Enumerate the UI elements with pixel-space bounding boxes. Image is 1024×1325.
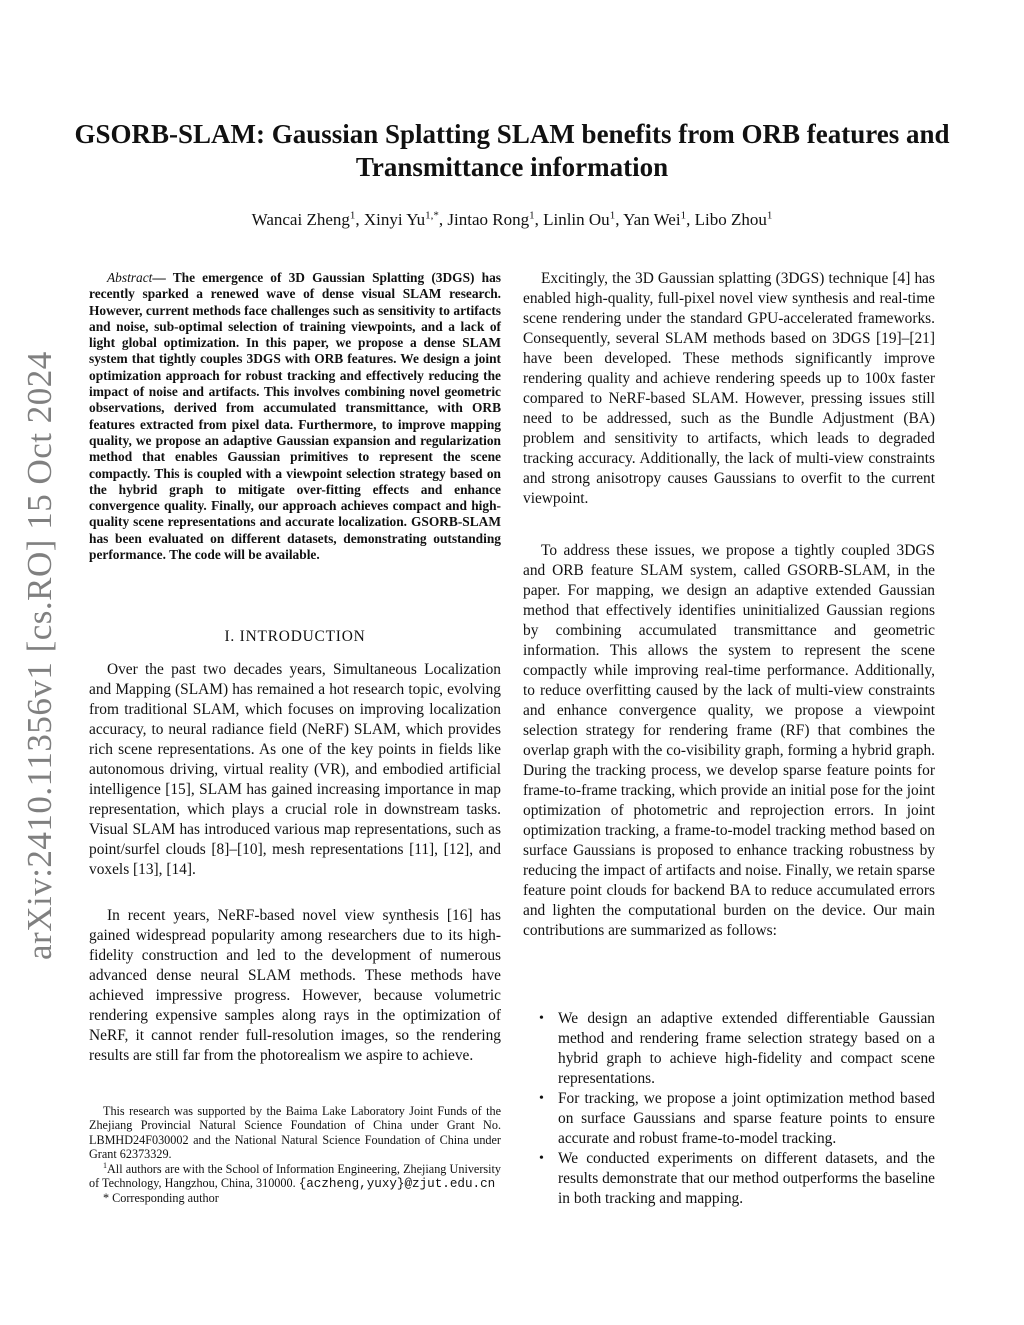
author: Wancai Zheng$^1$ [251, 209, 356, 229]
body-paragraph: To address these issues, we propose a tightly coupled 3DGS and ORB feature SLAM system, called GSORB-SLAM, in the paper. For mapping, we design an adaptive extended Gaussian method that effectively identifies uninitialized Gaussian regions by combining accumulated transmittance and geometric information. This allows the system to represent the scene compactly while improving real-time performance. Additionally, to reduce overfitting caused by the lack of multi-view constraints and enhance convergence quality, we propose a viewpoint selection strategy for rendering frame (RF) that combines the overlap graph with the co-visibility graph, forming a hybrid graph. During the tracking process, we develop sparse feature points for frame-to-frame tracking, which provide an initial pose for the joint optimization of photometric and reprojection errors. In joint optimization tracking, a frame-to-model tracking method based on surface Gaussians is proposed to enhance tracking robustness by reducing the impact of artifacts and noise. Finally, we retain sparse feature point clouds for backend BA to reduce accumulated errors and lighten the computational burden on the device. Our main contributions are summarized as follows: [523, 542, 935, 939]
footnotes [89, 1104, 501, 1206]
author: Jintao Rong$^1$ [447, 209, 535, 229]
bullet-icon: • [539, 1091, 544, 1106]
abstract-label: Abstract [107, 270, 153, 285]
author: Libo Zhou$^1$ [694, 209, 773, 229]
body-paragraph: Excitingly, the 3D Gaussian splatting (3DGS) technique [4] has enabled high-quality, full-pixel novel view synthesis and real-time scene rendering under the standard GPU-accelerated frameworks. Consequently, several SLAM methods based on 3DGS [19]–[21] have been developed. These methods significantly improve rendering quality and achieve rendering speeds up to 100x faster compared to NeRF-based SLAM. However, pressing issues still need to be addressed, such as the Bundle Adjustment (BA) problem and sensitivity to artifacts, which leads to degraded tracking accuracy. Additionally, the lack of multi-view constraints and strong anisotropy causes Gaussians to overfit to the current viewpoint. [523, 270, 935, 507]
author: Xinyi $Yu^{1,*}$ [363, 209, 439, 229]
funding-footnote: This research was supported by the Baima Lake Laboratory Joint Funds of the Zhejiang Provincial Natural Science Foundation of China under Grant No. LBMHD24F030002 and the National Natural Science Foundation of China under Grant 62373329. [89, 1104, 501, 1162]
intro-paragraph: Over the past two decades years, Simultaneous Localization and Mapping (SLAM) has remained a hot research topic, evolving from traditional SLAM, which focuses on improving localization accuracy, to neural radiance field (NeRF) SLAM, which provides rich scene representations. As one of the key points in fields like autonomous driving, virtual reality (VR), and embodied artificial intelligence [15], SLAM has gained increasing importance in map representation, which plays a crucial role in downstream tasks. Visual SLAM has introduced various map representations, such as point/surfel clouds [8]–[10], mesh representations [11], [12], and voxels [13], [14]. [89, 661, 501, 878]
abstract-dash: — [152, 270, 173, 285]
abstract-text: The emergence of 3D Gaussian Splatting (3DGS) has recently sparked a renewed wave of dense visual SLAM research. However, current methods face challenges such as sensitivity to artifacts and noise, sub-optimal selection of training viewpoints, and a lack of light global optimization. In this paper, we propose a dense SLAM system that tightly couples 3DGS with ORB features. We design a joint optimization approach for robust tracking and effectively reducing the impact of noise and artifacts. This involves combining novel geometric observations, derived from accumulated transmittance, with ORB features extracted from pixel data. Furthermore, to improve mapping quality, we propose an adaptive Gaussian expansion and regularization method that enables Gaussian primitives to represent the scene compactly. This is coupled with a viewpoint selection strategy based on the hybrid graph to mitigate over-fitting effects and enhance convergence quality. Finally, our approach achieves compact and high-quality scene representations and accurate localization. GSORB-SLAM has been evaluated on different datasets, demonstrating outstanding performance. The code will be available. [89, 270, 502, 563]
bullet-icon: • [539, 1151, 544, 1166]
corresponding-author-footnote: * Corresponding author [103, 1191, 219, 1206]
section-heading-introduction: I. INTRODUCTION [224, 628, 366, 645]
contributions-list [523, 1009, 935, 1209]
list-item: • We conducted experiments on different datasets, and the results demonstrate that our method outperforms the baseline in both tracking and mapping. [539, 1150, 935, 1207]
list-item: • We design an adaptive extended differentiable Gaussian method and rendering frame selection strategy based on a hybrid graph to achieve high-fidelity and compact scene representations. [539, 1010, 935, 1087]
affiliation-footnote: $^1$All authors are with the School of Information Engineering, Zhejiang University of Technology, Hangzhou, China, 310000. {aczheng,yuxy}@zjut.edu.cn [89, 1160, 501, 1192]
intro-paragraph: In recent years, NeRF-based novel view synthesis [16] has gained widespread popularity among researchers due to its high-fidelity construction and led to the development of numerous advanced dense neural SLAM methods. These methods have achieved impressive progress. However, because volumetric rendering expensive samples along rays in the optimization of NeRF, it cannot render full-resolution images, so the rendering results are still far from the photorealism we aspire to achieve. [89, 907, 501, 1064]
author: Linlin Ou$^1$ [543, 209, 616, 229]
paper-title: GSORB-SLAM: Gaussian Splatting SLAM benefits from ORB features and Transmittance information [74, 119, 950, 182]
arxiv-identifier-stamp: arXiv:2410.11356v1 [cs.RO] 15 Oct 2024 [20, 351, 59, 960]
list-item: • For tracking, we propose a joint optimization method based on surface Gaussians and sparse feature points to ensure accurate and robust frame-to-model tracking. [539, 1090, 935, 1147]
bullet-icon: • [539, 1011, 544, 1026]
author: Yan Wei$^1$ [623, 209, 687, 229]
abstract [89, 270, 501, 563]
author-emails: {aczheng,yuxy}@zjut.edu.cn [298, 1177, 496, 1192]
author-list: Wancai Zheng$^1$, Xinyi $Yu^{1,*}$, Jintao Rong$^1$, Linlin Ou$^1$, Yan Wei$^1$, Libo Zhou$^1$ [251, 209, 773, 229]
